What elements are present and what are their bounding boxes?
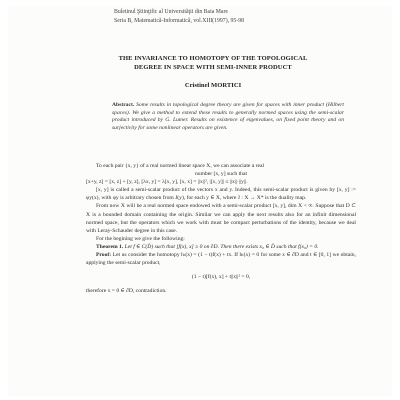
- equation-2: (1 − t)[f(x), x] + t||x||² = 0,: [191, 274, 251, 281]
- conclusion-line: therefore x = 0 ∈ ∂D, contradiction.: [86, 288, 167, 295]
- title-line-1: THE INVARIANCE TO HOMOTOPY OF THE TOPOLOGICAL: [118, 55, 308, 62]
- paragraph-2: [86, 186, 356, 202]
- paper-page: [8, 6, 392, 396]
- p1-line-1: To each pair {x, y} of a real normed linear space X, we can associate a real: [96, 163, 265, 169]
- p3-line-2: product [x, y], dim X < ∞. Suppose that D ⊂ X is a bounded domain: [86, 203, 356, 218]
- p2-line-1: [x, y] is called a semi-scalar product of the vectors x and y. Indeed, this: [96, 187, 262, 194]
- proof: [86, 251, 356, 267]
- paper-body: [86, 162, 356, 295]
- theorem-line-2: exists x₀ ∈ D̄ such that f(x₀) = 0.: [245, 243, 319, 250]
- proof-line-2: for some x ∈ ∂D and t ∈ [0, 1] we obtain, applying the semi-scalar product,: [86, 252, 356, 267]
- abstract-line-2: inner product (Hilbert spaces). We give a method to extend these results to: [112, 102, 344, 116]
- paragraph-1: [86, 162, 356, 170]
- paper-title: [98, 54, 328, 72]
- abstract-label: Abstract.: [112, 102, 135, 108]
- p2-line-2: semi-scalar product is given by [x, y] := φy(x), with φy is arbitrary chosen: [86, 187, 356, 202]
- author-name: Cristinel MORTICI: [184, 82, 242, 89]
- p1-line-2: number [x, y] such that: [194, 171, 248, 178]
- journal-header: [114, 8, 354, 25]
- p3-line-3: containing the origin. Similar we can apply the next results also for an infinit: [143, 211, 327, 218]
- equation-1: [x+y, z] = [x, z] + [y, z], [λx, y] = λ[x, y], [x, x] = ||x||², |[x, y]| ≤ ||x||·||y||.: [86, 179, 248, 186]
- journal-series: Seria B, Matematică-Informatică, vol.XIII(1997), 95-98: [114, 17, 245, 24]
- proof-label: Proof:: [96, 252, 112, 259]
- p3-line-5: compact perturbations of the identity, because we deal with Leray-Schauder: [86, 219, 356, 234]
- p2-line-3: from J(y), for each y ∈ X, where J : X → X* is the duality map.: [162, 195, 307, 202]
- paragraph-4: For the begining we give the following:: [96, 235, 185, 242]
- title-line-2: DEGREE IN SPACE WITH SEMI-INNER PRODUCT: [134, 64, 292, 71]
- p3-line-1: From now X will be a real normed space endowed with a semi-scalar: [96, 203, 253, 210]
- theorem-1: [86, 243, 356, 251]
- theorem-label: Theorem 1.: [96, 243, 124, 250]
- p3-line-4: dimensional normed space, but the operators which we work with must be: [86, 211, 356, 226]
- abstract-line-3: generally normed spaces using the semi-scalar product introduced by G. Lumer.: [112, 109, 344, 124]
- abstract-line-4: Results on existence of eigenvalues, on fixed point theory and on surjectivity for: [112, 117, 345, 131]
- journal-name: Buletinul Ştiinţific al Universităţii din Baia Mare: [114, 9, 228, 15]
- proof-line-1: Let us consider the homotopy hₜ(x) = (1 − t)f(x) + tx. If hₜ(x) = 0: [111, 252, 260, 259]
- paragraph-3: [86, 202, 356, 234]
- p3-line-6: degree in this case.: [134, 227, 178, 234]
- abstract-line-5: some nonlinear operators are given.: [146, 124, 228, 131]
- abstract: [112, 102, 344, 132]
- abstract-line-1: Some results in topological degree theory are given for spaces with: [134, 102, 292, 108]
- theorem-line-1: Let f ∈ C(D̄) such that [f(x), x] ≥ 0 on ∂D. Then there: [123, 243, 245, 250]
